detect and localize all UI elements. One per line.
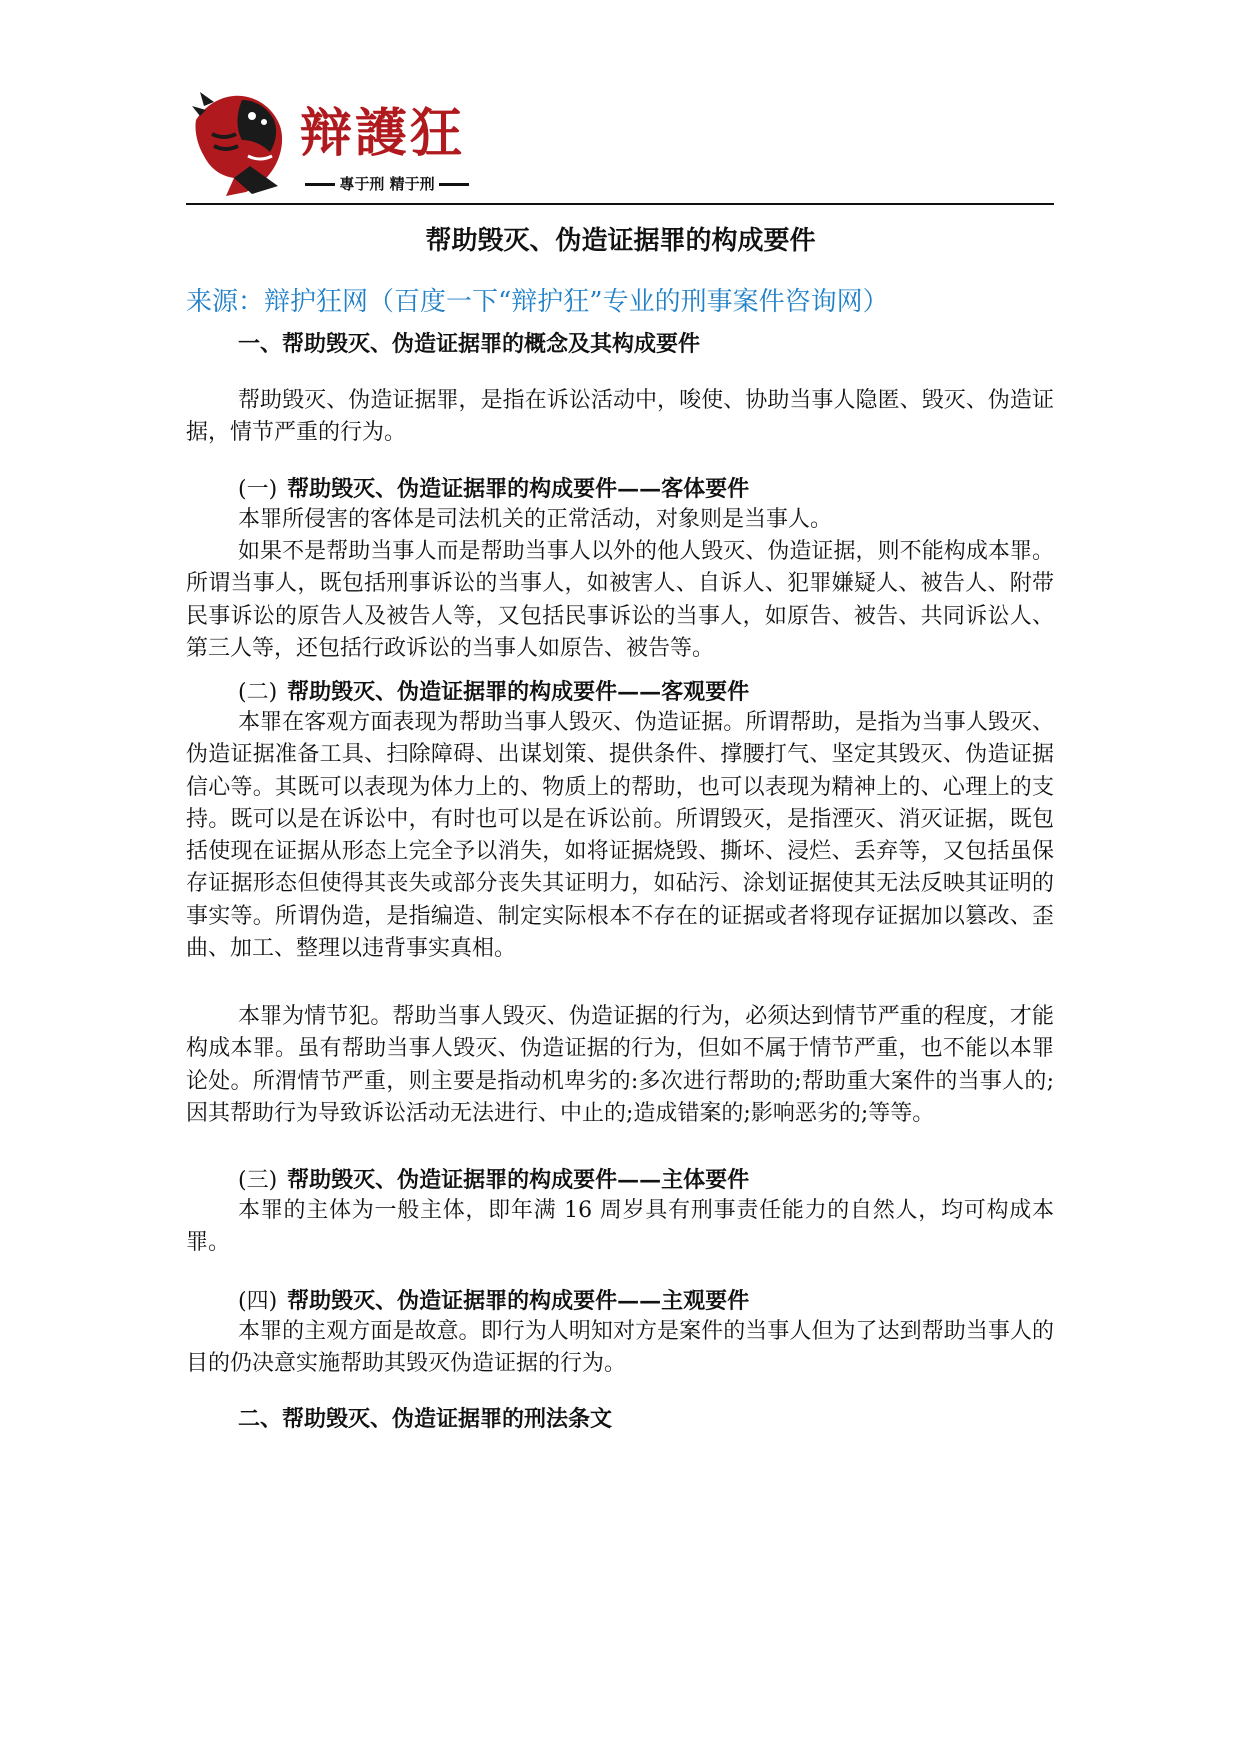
subsection-title: 帮助毁灭、伪造证据罪的构成要件——主观要件 — [287, 1288, 750, 1314]
slogan-left-bar — [305, 183, 335, 186]
brand-name: 辩護狂 — [300, 104, 466, 164]
section-heading-concept: 一、帮助毁灭、伪造证据罪的概念及其构成要件 — [238, 331, 701, 357]
subsection-heading-subjective — [238, 1284, 749, 1319]
subsection-number: (一) — [238, 477, 278, 502]
subsection-heading-subject — [238, 1163, 749, 1198]
subsection-number: (二) — [238, 680, 278, 705]
subsection-title: 帮助毁灭、伪造证据罪的构成要件——客观要件 — [287, 679, 750, 705]
subsection-heading-objective — [238, 675, 749, 710]
subsection-number: (三) — [238, 1168, 278, 1193]
paragraph-subject-1: 本罪的主体为一般主体，即年满 16 周岁具有刑事责任能力的自然人，均可构成本罪。 — [186, 1198, 1054, 1256]
paragraph-definition: 帮助毁灭、伪造证据罪，是指在诉讼活动中，唆使、协助当事人隐匿、毁灭、伪造证据，情节严重的行为。 — [186, 388, 1054, 446]
slogan-right-bar — [439, 183, 469, 186]
paragraph-object-2: 如果不是帮助当事人而是帮助当事人以外的他人毁灭、伪造证据，则不能构成本罪。所谓当事人，既包括刑事诉讼的当事人，如被害人、自诉人、犯罪嫌疑人、被告人、附带民事诉讼的原告人及被告人等，又包括民事诉讼的当事人，如原告、被告、共同诉讼人、第三人等，还包括行政诉讼的当事人如原告、被告等。 — [186, 539, 1054, 661]
subsection-title: 帮助毁灭、伪造证据罪的构成要件——主体要件 — [287, 1167, 750, 1193]
paragraph-subjective-1: 本罪的主观方面是故意。即行为人明知对方是案件的当事人但为了达到帮助当事人的目的仍决意实施帮助其毁灭伪造证据的行为。 — [186, 1319, 1054, 1377]
paragraph-object-1: 本罪所侵害的客体是司法机关的正常活动，对象则是当事人。 — [238, 507, 833, 532]
opera-mask-emblem-icon — [190, 86, 300, 198]
brand-logo — [190, 80, 490, 200]
subsection-heading-object — [238, 472, 749, 507]
subsection-number: (四) — [238, 1289, 278, 1314]
subsection-title: 帮助毁灭、伪造证据罪的构成要件——客体要件 — [287, 476, 750, 502]
header-divider — [186, 203, 1054, 205]
paragraph-objective-1: 本罪在客观方面表现为帮助当事人毁灭、伪造证据。所谓帮助，是指为当事人毁灭、伪造证据准备工具、扫除障碍、出谋划策、提供条件、撑腰打气、坚定其毁灭、伪造证据信心等。其既可以表现为体力上的、物质上的帮助，也可以表现为精神上的、心理上的支持。既可以是在诉讼中，有时也可以是在诉讼前。所谓毁灭，是指湮灭、消灭证据，既包括使现在证据从形态上完全予以消失，如将证据烧毁、撕坏、浸烂、丢弃等，又包括虽保存证据形态但使得其丧失或部分丧失其证明力，如砧污、涂划证据使其无法反映其证明的事实等。所谓伪造，是指编造、制定实际根本不存在的证据或者将现存证据加以篡改、歪曲、加工、整理以违背事实真相。 — [186, 710, 1054, 962]
section-heading-law-text: 二、帮助毁灭、伪造证据罪的刑法条文 — [238, 1406, 613, 1432]
brand-slogan — [294, 174, 480, 194]
paragraph-objective-2: 本罪为情节犯。帮助当事人毁灭、伪造证据的行为，必须达到情节严重的程度，才能构成本罪。虽有帮助当事人毁灭、伪造证据的行为，但如不属于情节严重，也不能以本罪论处。所渭情节严重，则主要是指动机卑劣的:多次进行帮助的;帮助重大案件的当事人的;因其帮助行为导致诉讼活动无法进行、中止的;造成错案的;影响恶劣的;等等。 — [186, 1004, 1054, 1126]
slogan-text: 專于刑 精于刑 — [339, 175, 435, 193]
source-line: 来源：辩护狂网（百度一下“辩护狂”专业的刑事案件咨询网） — [186, 287, 889, 317]
document-title: 帮助毁灭、伪造证据罪的构成要件 — [425, 226, 816, 256]
